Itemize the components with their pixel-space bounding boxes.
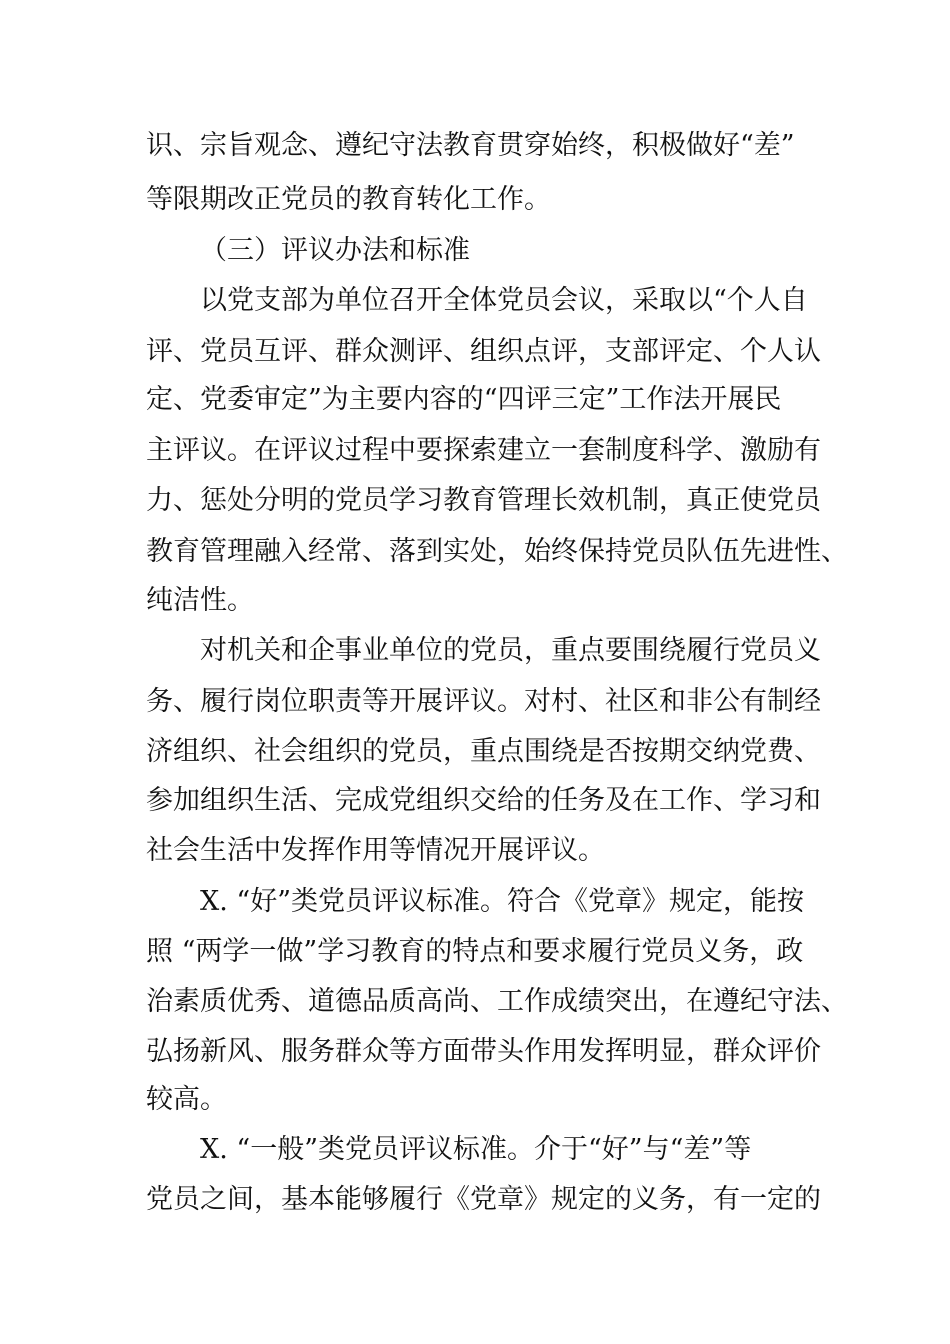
body-text-line: X. “一般”类党员评议标准。介于“好”与“差”等 xyxy=(200,1134,752,1165)
body-text-line: 社会生活中发挥作用等情况开展评议。 xyxy=(146,835,605,866)
body-text-line: 济组织、社会组织的党员，重点围绕是否按期交纳党费、 xyxy=(146,736,821,767)
body-text-line: X. “好”类党员评议标准。符合《党章》规定，能按 xyxy=(200,886,804,917)
body-text-line: 弘扬新风、服务群众等方面带头作用发挥明显，群众评价 xyxy=(146,1036,821,1067)
body-text-line: 评、党员互评、群众测评、组织点评，支部评定、个人认 xyxy=(146,336,821,367)
body-text-line: 力、惩处分明的党员学习教育管理长效机制，真正使党员 xyxy=(146,485,821,516)
body-text-line: 等限期改正党员的教育转化工作。 xyxy=(146,184,551,215)
body-text-line: 主评议。在评议过程中要探索建立一套制度科学、激励有 xyxy=(146,435,821,466)
body-text-line: 定、党委审定”为主要内容的“四评三定”工作法开展民 xyxy=(146,384,782,415)
body-text-line: 治素质优秀、道德品质高尚、工作成绩突出，在遵纪守法、 xyxy=(146,986,848,1017)
body-text-line: 较高。 xyxy=(146,1084,227,1115)
body-text-line: 务、履行岗位职责等开展评议。对村、社区和非公有制经 xyxy=(146,686,821,717)
body-text-line: 识、宗旨观念、遵纪守法教育贯穿始终，积极做好“差” xyxy=(146,130,795,161)
body-text-line: 纯洁性。 xyxy=(146,585,254,616)
body-text-line: 教育管理融入经常、落到实处，始终保持党员队伍先进性、 xyxy=(146,536,848,567)
body-text-line: 党员之间，基本能够履行《党章》规定的义务，有一定的 xyxy=(146,1184,821,1215)
body-text-line: 对机关和企事业单位的党员，重点要围绕履行党员义 xyxy=(200,635,821,666)
section-heading: （三）评议办法和标准 xyxy=(200,235,470,266)
body-text-line: 参加组织生活、完成党组织交给的任务及在工作、学习和 xyxy=(146,785,821,816)
body-text-line: 以党支部为单位召开全体党员会议，采取以“个人自 xyxy=(200,285,808,316)
body-text-line: 照 “两学一做”学习教育的特点和要求履行党员义务，政 xyxy=(146,936,804,967)
